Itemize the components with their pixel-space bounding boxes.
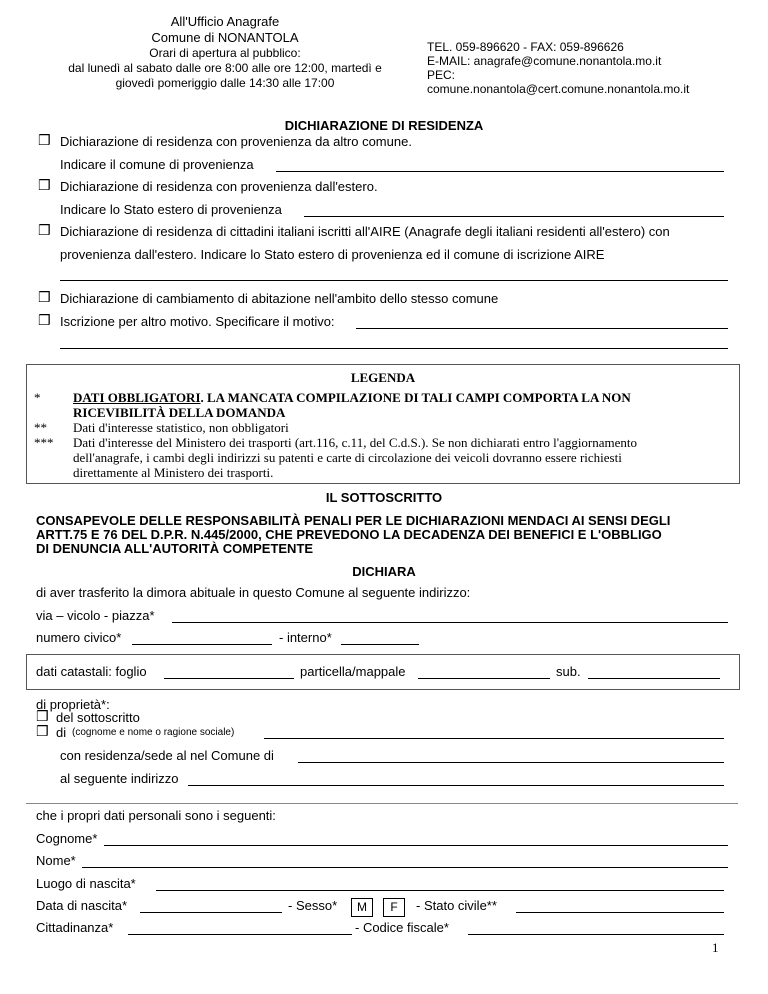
sesso-m-box[interactable]: M: [351, 898, 373, 917]
indirizzo-field[interactable]: [188, 785, 724, 786]
checkbox-icon[interactable]: ❒: [38, 290, 51, 306]
interno-label: - interno*: [279, 630, 332, 645]
pec-address: comune.nonantola@cert.comune.nonantola.mo.it: [427, 82, 690, 96]
sub-label: sub.: [556, 664, 581, 679]
option-2-sub-label: Indicare lo Stato estero di provenienza: [60, 202, 282, 217]
checkbox-icon[interactable]: ❒: [38, 133, 51, 149]
codice-fiscale-field[interactable]: [468, 934, 724, 935]
legenda-text-1: [73, 390, 631, 406]
stato-civile-label: - Stato civile**: [416, 898, 497, 913]
orari-line-1: dal lunedì al sabato dalle ore 8:00 alle ore 12:00, martedì e: [68, 61, 382, 75]
page-title: DICHIARAZIONE DI RESIDENZA: [284, 118, 484, 133]
personali-intro: che i propri dati personali sono i seguenti:: [36, 808, 276, 823]
consapevole-line-2: ARTT.75 E 76 DEL D.P.R. N.445/2000, CHE PREVEDONO LA DECADENZA DEI BENEFICI E L'OBBLIGO: [36, 527, 662, 542]
altro-motivo-field[interactable]: [356, 328, 728, 329]
legenda-symbol-2: **: [34, 420, 47, 435]
consapevole-line-3: DI DENUNCIA ALL'AUTORITÀ COMPETENTE: [36, 541, 314, 556]
trasferito-text: di aver trasferito la dimora abituale in questo Comune al seguente indirizzo:: [36, 585, 471, 600]
legenda-title: LEGENDA: [350, 370, 416, 385]
cognome-label: Cognome*: [36, 831, 98, 846]
tel-fax: TEL. 059-896620 - FAX: 059-896626: [427, 40, 624, 54]
aire-field[interactable]: [60, 280, 728, 281]
legenda-symbol-3: ***: [34, 435, 54, 450]
sub-field[interactable]: [588, 678, 720, 679]
section-divider: [26, 803, 738, 804]
option-1-label: Dichiarazione di residenza con provenienza da altro comune.: [60, 134, 412, 149]
di-label: di: [56, 725, 67, 740]
checkbox-icon[interactable]: ❒: [36, 724, 49, 740]
luogo-label: Luogo di nascita*: [36, 876, 136, 891]
comune-provenienza-field[interactable]: [276, 171, 724, 172]
data-nascita-field[interactable]: [140, 912, 282, 913]
via-label: via – vicolo - piazza*: [36, 608, 155, 623]
cittadinanza-field[interactable]: [128, 934, 352, 935]
sesso-f-box[interactable]: F: [383, 898, 405, 917]
comune-name: Comune di NONANTOLA: [151, 30, 299, 45]
di-note: (cognome e nome o ragione sociale): [72, 727, 235, 738]
cittadinanza-label: Cittadinanza*: [36, 920, 114, 935]
legenda-text-3a: Dati d'interesse del Ministero dei trasporti (art.116, c.11, del C.d.S.). Se non dichiarati entro l'aggiornamento: [73, 435, 638, 450]
checkbox-icon[interactable]: ❒: [38, 313, 51, 329]
option-1-sub-label: Indicare il comune di provenienza: [60, 157, 254, 172]
altro-motivo-field-2[interactable]: [60, 348, 728, 349]
interno-field[interactable]: [341, 644, 419, 645]
del-sottoscritto-label: del sottoscritto: [56, 710, 140, 725]
via-field[interactable]: [172, 622, 728, 623]
legenda-text-1a: DATI OBBLIGATORI: [73, 390, 201, 405]
checkbox-icon[interactable]: ❒: [38, 178, 51, 194]
data-nascita-label: Data di nascita*: [36, 898, 128, 913]
page-number: 1: [712, 940, 719, 955]
checkbox-icon[interactable]: ❒: [38, 223, 51, 239]
dichiara-title: DICHIARA: [352, 564, 416, 579]
luogo-field[interactable]: [156, 890, 724, 891]
sottoscritto-title: IL SOTTOSCRITTO: [325, 490, 443, 505]
stato-civile-field[interactable]: [516, 912, 724, 913]
residenza-comune-field[interactable]: [298, 762, 724, 763]
pec-label: PEC:: [427, 68, 456, 82]
codice-fiscale-label: - Codice fiscale*: [355, 920, 449, 935]
option-5-label: Iscrizione per altro motivo. Specificare il motivo:: [60, 314, 335, 329]
civico-field[interactable]: [132, 644, 272, 645]
sesso-label: - Sesso*: [288, 898, 338, 913]
option-4-label: Dichiarazione di cambiamento di abitazione nell'ambito dello stesso comune: [60, 291, 499, 306]
particella-field[interactable]: [418, 678, 550, 679]
legenda-symbol-1: *: [34, 390, 41, 405]
option-2-label: Dichiarazione di residenza con provenienza dall'estero.: [60, 179, 378, 194]
option-3-label-b: provenienza dall'estero. Indicare lo Stato estero di provenienza ed il comune di iscrizione AIRE: [60, 247, 605, 262]
residenza-label: con residenza/sede al nel Comune di: [60, 748, 274, 763]
indirizzo-label: al seguente indirizzo: [60, 771, 179, 786]
nome-field[interactable]: [82, 867, 728, 868]
office-name: All'Ufficio Anagrafe: [170, 14, 280, 29]
email: E-MAIL: anagrafe@comune.nonantola.mo.it: [427, 54, 662, 68]
legenda-text-3c: direttamente al Ministero dei trasporti.: [73, 465, 274, 480]
stato-estero-field[interactable]: [304, 216, 724, 217]
civico-label: numero civico*: [36, 630, 122, 645]
checkbox-icon[interactable]: ❒: [36, 709, 49, 725]
orari-title: Orari di apertura al pubblico:: [149, 46, 301, 60]
catastali-label: dati catastali: foglio: [36, 664, 147, 679]
legenda-text-3b: dell'anagrafe, i cambi degli indirizzi su patenti e carte di circolazione dei veicoli dovranno essere richiesti: [73, 450, 622, 465]
particella-label: particella/mappale: [300, 664, 406, 679]
nome-label: Nome*: [36, 853, 76, 868]
legenda-text-1c: RICEVIBILITÀ DELLA DOMANDA: [73, 405, 286, 420]
proprietario-field[interactable]: [264, 738, 724, 739]
option-3-label-a: Dichiarazione di residenza di cittadini italiani iscritti all'AIRE (Anagrafe degli italiani residenti all'estero) con: [60, 224, 670, 239]
consapevole-line-1: CONSAPEVOLE DELLE RESPONSABILITÀ PENALI PER LE DICHIARAZIONI MENDACI AI SENSI DEGLI: [36, 513, 671, 528]
foglio-field[interactable]: [164, 678, 294, 679]
legenda-text-1b: . LA MANCATA COMPILAZIONE DI TALI CAMPI COMPORTA LA NON: [200, 390, 631, 405]
cognome-field[interactable]: [104, 845, 728, 846]
proprieta-label: di proprietà*:: [36, 697, 110, 712]
legenda-text-2: Dati d'interesse statistico, non obbligatori: [73, 420, 289, 435]
orari-line-2: giovedì pomeriggio dalle 14:30 alle 17:00: [115, 76, 335, 90]
